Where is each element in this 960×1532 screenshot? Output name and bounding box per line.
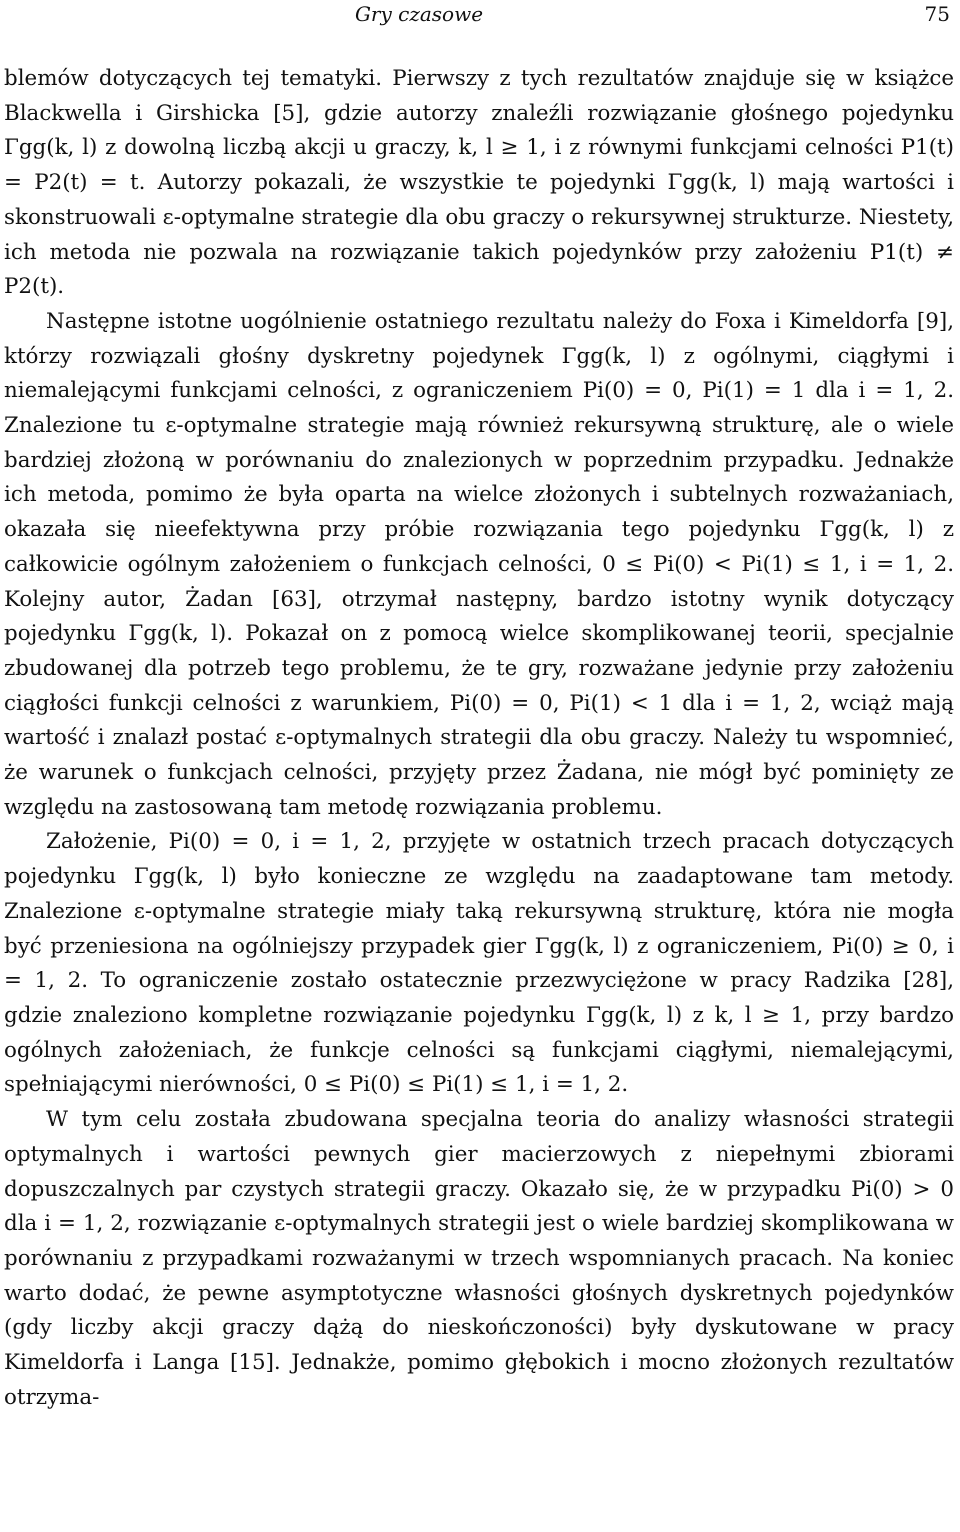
paragraph-2: Następne istotne uogólnienie ostatniego rezultatu należy do Foxa i Kimeldorfa [9], którzy rozwiązali głośny dyskretny pojedynek Γgg(k, l) z ogólnymi, ciągłymi i niemalejącymi funkcjami celności, z ograniczeniem Pi(0) = 0, Pi(1) = 1 dla i = 1, 2. Znalezione tu ε-optymalne strategie mają również rekursywną strukturę, ale o wiele bardziej złożoną w porównaniu do znalezionych w poprzednim przypadku. Jednakże ich metoda, pomimo że była oparta na wielce złożonych i subtelnych rozważaniach, okazała się nieefektywna przy próbie rozwiązania tego pojedynku Γgg(k, l) z całkowicie ogólnym założeniem o funkcjach celności, 0 ≤ Pi(0) < Pi(1) ≤ 1, i = 1, 2. Kolejny autor, Żadan [63], otrzymał następny, bardzo istotny wynik dotyczący pojedynku Γgg(k, l). Pokazał on z pomocą wielce skomplikowanej teorii, specjalnie zbudowanej dla potrzeb tego problemu, że te gry, rozważane jedynie przy założeniu ciągłości funkcji celności z warunkiem, Pi(0) = 0, Pi(1) < 1 dla i = 1, 2, wciąż mają wartość i znalazł postać ε-optymalnych strategii dla obu graczy. Należy tu wspomnieć, że warunek o funkcjach celności, przyjęty przez Żadana, nie mógł być pominięty ze względu na zastosowaną tam metodę rozwiązania problemu.: [4, 308, 954, 820]
running-header: [4, 0, 954, 28]
paragraph-4: W tym celu została zbudowana specjalna teoria do analizy własności strategii optymalnych i wartości pewnych gier macierzowych z niepełnymi zbiorami dopuszczalnych par czystych strategii graczy. Okazało się, że w przypadku Pi(0) > 0 dla i = 1, 2, rozwiązanie ε-optymalnych strategii jest o wiele bardziej skomplikowana w porównaniu z przypadkami rozważanymi w trzech wspomnianych pracach. Na koniec warto dodać, że pewne asymptotyczne własności głośnych dyskretnych pojedynków (gdy liczby akcji graczy dążą do nieskończoności) były dyskutowane w pracy Kimeldorfa i Langa [15]. Jednakże, pomimo głębokich i mocno złożonych rezultatów otrzyma-: [4, 1107, 954, 1410]
body-text: [4, 62, 954, 1415]
running-title: Gry czasowe: [354, 2, 484, 26]
paragraph-1: blemów dotyczących tej tematyki. Pierwszy z tych rezultatów znajduje się w książce Blackwella i Girshicka [5], gdzie autorzy znaleźli rozwiązanie głośnego pojedynku Γgg(k, l) z dowolną liczbą akcji u graczy, k, l ≥ 1, i z równymi funkcjami celności P1(t) = P2(t) = t. Autorzy pokazali, że wszystkie te pojedynki Γgg(k, l) mają wartości i skonstruowali ε-optymalne strategie dla obu graczy o rekursywnej strukturze. Niestety, ich metoda nie pozwala na rozwiązanie takich pojedynków przy założeniu P1(t) ≠ P2(t).: [4, 66, 954, 300]
paragraph-3: Założenie, Pi(0) = 0, i = 1, 2, przyjęte w ostatnich trzech pracach dotyczących pojedynku Γgg(k, l) było konieczne ze względu na zaadaptowane tam metody. Znalezione ε-optymalne strategie miały taką rekursywną strukturę, która nie mogła być przeniesiona na ogólniejszy przypadek gier Γgg(k, l) z ograniczeniem, Pi(0) ≥ 0, i = 1, 2. To ograniczenie zostało ostatecznie przezwyciężone w pracy Radzika [28], gdzie znaleziono kompletne rozwiązanie pojedynku Γgg(k, l) z k, l ≥ 1, przy bardzo ogólnych założeniach, że funkcje celności są funkcjami ciągłymi, niemalejącymi, spełniającymi nierówności, 0 ≤ Pi(0) ≤ Pi(1) ≤ 1, i = 1, 2.: [4, 829, 954, 1098]
page-number: 75: [924, 2, 950, 26]
